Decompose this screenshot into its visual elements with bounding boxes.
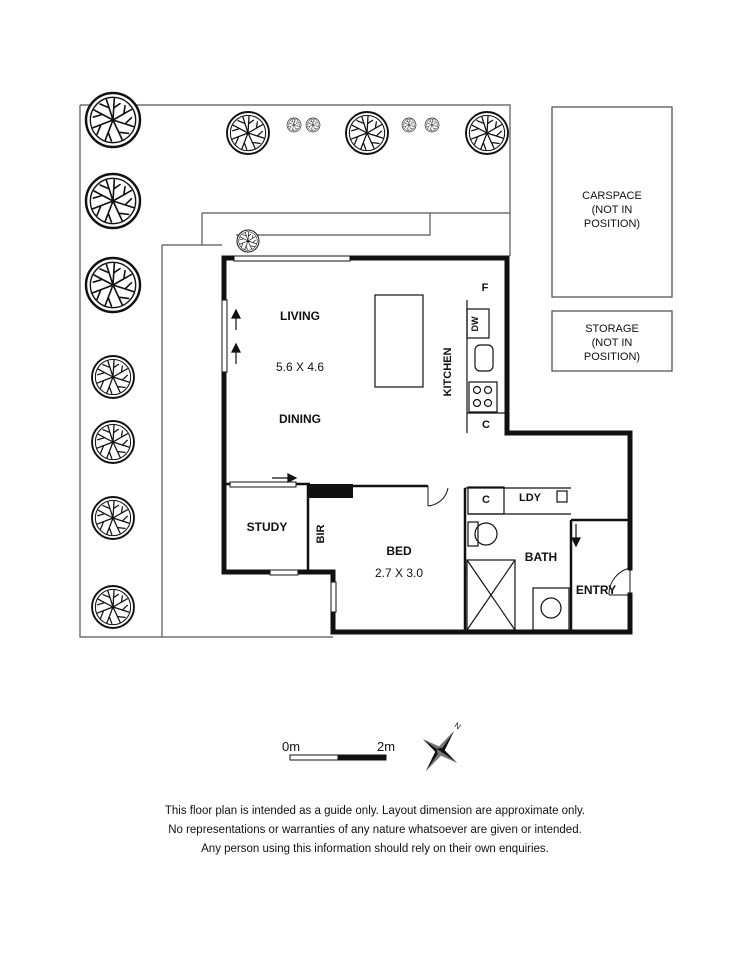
entry-label: ENTRY	[575, 583, 617, 597]
compass-icon	[408, 710, 477, 783]
bed-label: BED	[386, 544, 412, 558]
kitchen-cupboard-label: C	[482, 419, 490, 431]
sliding-arrows	[232, 310, 580, 546]
vanity	[533, 588, 569, 630]
disclaimer-line: This floor plan is intended as a guide only. Layout dimension are approximate only.	[164, 805, 586, 817]
carspace-label-line2: (NOT IN	[591, 204, 633, 216]
bir-label: BIR	[315, 524, 327, 544]
storage-label-line3: POSITION)	[583, 351, 641, 363]
disclaimer-line: Any person using this information should rely on their own enquiries.	[201, 843, 549, 855]
living-label: LIVING	[279, 309, 321, 323]
laundry-cupboard-label: C	[482, 494, 490, 506]
bed-dimensions: 2.7 X 3.0	[374, 566, 424, 580]
disclaimer-line: No representations or warranties of any nature whatsoever are given or intended.	[168, 824, 582, 836]
disclaimer	[0, 802, 750, 859]
dining-label: DINING	[279, 412, 321, 426]
carspace-label: CARSPACE	[582, 190, 642, 202]
scale-start-label: 0m	[281, 739, 301, 754]
bath-label: BATH	[524, 550, 558, 564]
bir-wall-block	[308, 484, 353, 498]
compass-north-label: N	[452, 720, 463, 732]
carspace-label-line3: POSITION)	[583, 218, 641, 230]
storage-label-line2: (NOT IN	[591, 337, 633, 349]
toilet	[468, 522, 478, 546]
cooktop	[469, 382, 497, 412]
room-labels	[247, 282, 616, 597]
storage-label: STORAGE	[585, 323, 639, 335]
carspace-outline	[552, 107, 672, 297]
kitchen-label: KITCHEN	[442, 347, 454, 397]
kitchen-fittings	[375, 295, 507, 433]
kitchen-island	[375, 295, 423, 387]
scale-bar	[282, 739, 395, 760]
study-label: STUDY	[246, 520, 288, 534]
fridge-label: F	[481, 282, 489, 294]
dishwasher-label: DW	[470, 316, 480, 332]
sink	[475, 345, 493, 371]
bed-door[interactable]	[428, 486, 448, 506]
scale-end-label: 2m	[376, 739, 396, 754]
laundry-label: LDY	[519, 492, 541, 504]
outbuilding-labels	[582, 190, 642, 363]
living-dimensions: 5.6 X 4.6	[275, 360, 325, 374]
